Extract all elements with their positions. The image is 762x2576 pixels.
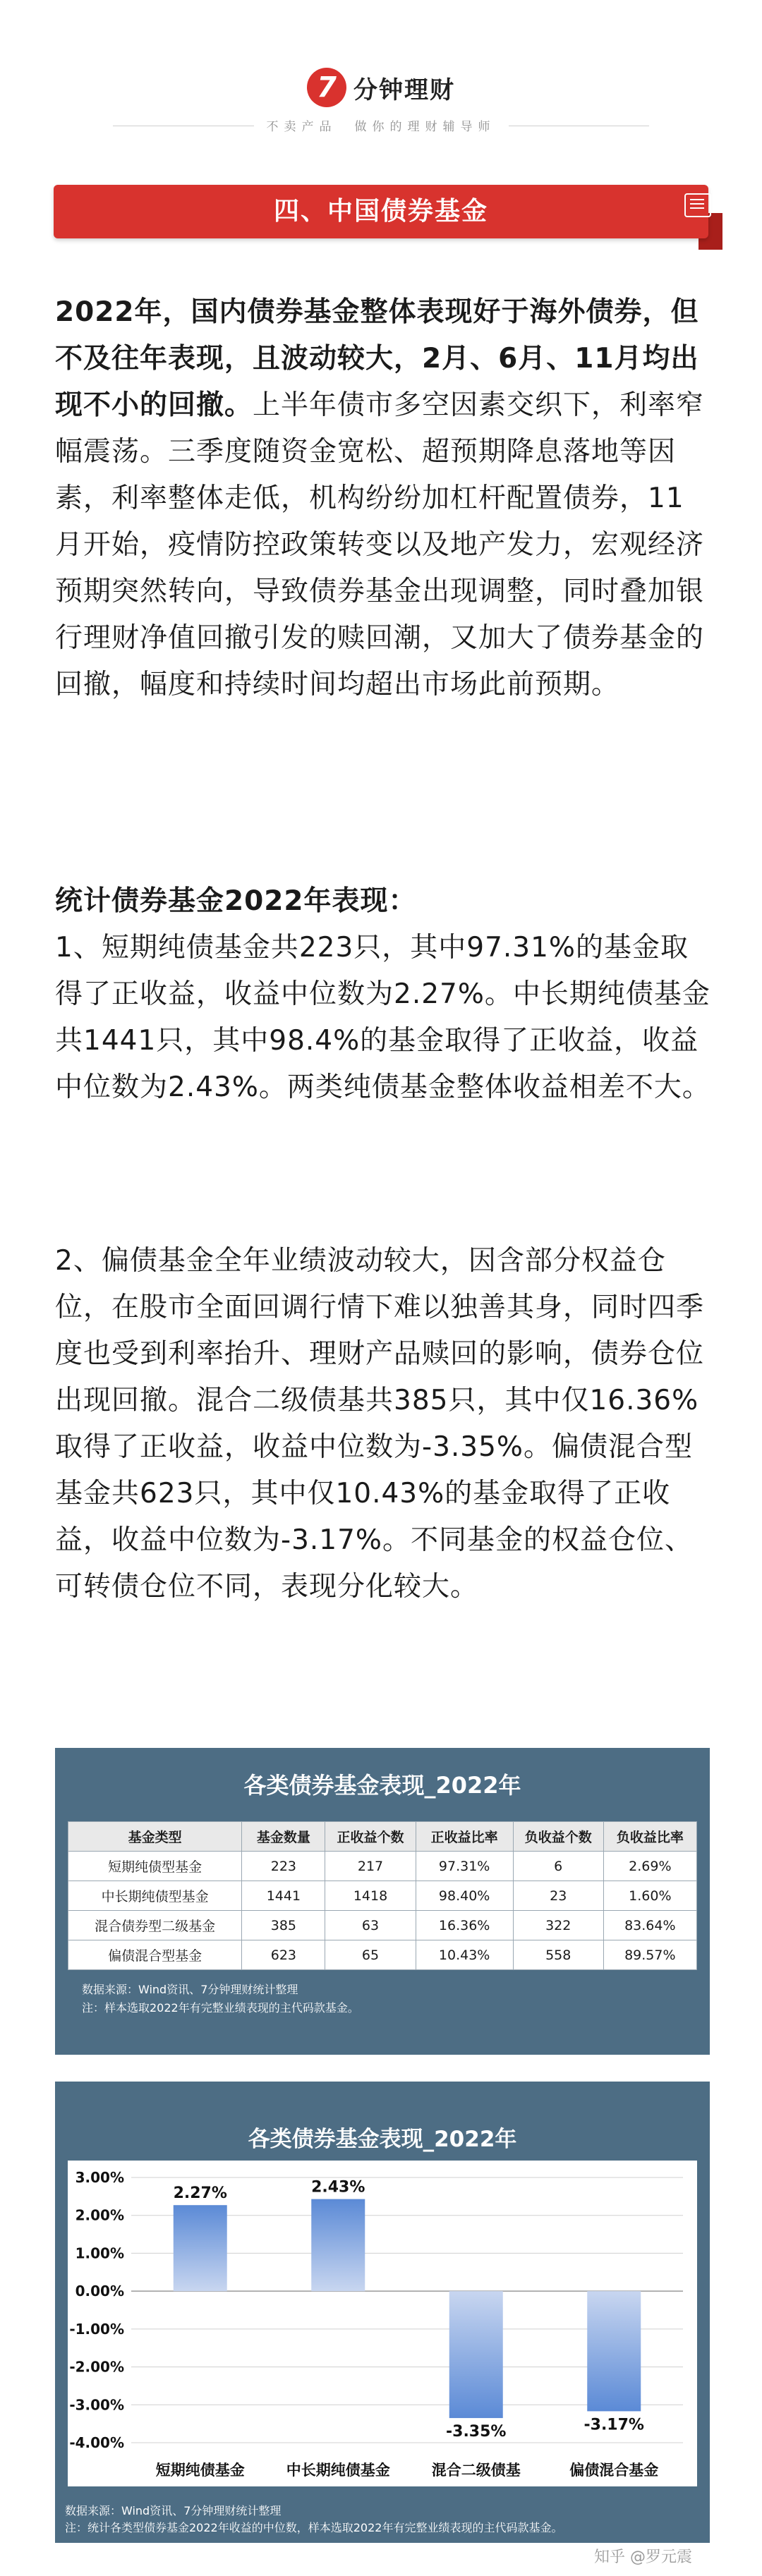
table-cell: 中长期纯债型基金: [68, 1881, 242, 1911]
brand-logo-icon: [307, 68, 346, 107]
bar: [449, 2291, 503, 2418]
table-cell: 1.60%: [603, 1881, 696, 1911]
chart-plot-area: [68, 2161, 697, 2486]
data-label: 2.27%: [173, 2185, 227, 2203]
table-header-row: [68, 1822, 697, 1852]
table-cell: 63: [325, 1911, 416, 1940]
data-label: -3.17%: [583, 2416, 644, 2434]
table-cell: 10.43%: [416, 1940, 513, 1970]
table-cell: 217: [325, 1852, 416, 1881]
table-header: 基金数量: [242, 1822, 325, 1852]
y-tick-label: 2.00%: [75, 2206, 124, 2224]
table-cell: 偏债混合型基金: [68, 1940, 242, 1970]
data-label: 2.43%: [311, 2178, 365, 2197]
y-tick-label: -1.00%: [69, 2320, 124, 2338]
y-tick-label: -2.00%: [69, 2358, 124, 2376]
table-row: [68, 1911, 697, 1940]
category-label: 中长期纯债基金: [286, 2462, 390, 2479]
table-header: 负收益比率: [603, 1822, 696, 1852]
table-cell: 23: [513, 1881, 603, 1911]
table-cell: 1418: [325, 1881, 416, 1911]
y-tick-label: 1.00%: [75, 2244, 124, 2262]
table-cell: 16.36%: [416, 1911, 513, 1940]
y-tick-label: 3.00%: [75, 2169, 124, 2186]
table-sample-note: 注：样本选取2022年有完整业绩表现的主代码款基金。: [82, 2001, 359, 2015]
table-row: [68, 1940, 697, 1970]
table-cell: 2.69%: [603, 1852, 696, 1881]
category-label: 短期纯债基金: [155, 2462, 245, 2479]
table-header: 负收益个数: [513, 1822, 603, 1852]
slogan: [0, 116, 762, 134]
intro-lead: 2022年，国内债券基金整体表现好于海外债券，但不及往年表现，且波动较大，2月、6月、11月均出现不小的回撤。: [55, 296, 699, 421]
y-tick-label: 0.00%: [75, 2283, 124, 2300]
table-cell: 623: [242, 1940, 325, 1970]
table-row: [68, 1852, 697, 1881]
stats-item-hybrid-bond: 2、偏债基金全年业绩波动较大，因含部分权益仓位，在股市全面回调行情下难以独善其身，同时四季度也受到利率抬升、理财产品赎回的影响，债券仓位出现回撤。混合二级债基共385只，其中仅16.36%取得了正收益，收益中位数为-3.35%。偏债混合型基金共623只，其中仅10.43%的基金取得了正收益，收益中位数为-3.17%。不同基金的权益仓位、可转债仓位不同，表现分化较大。: [55, 1245, 705, 1603]
category-label: 偏债混合基金: [569, 2462, 659, 2479]
table-cell: 223: [242, 1852, 325, 1881]
table-header: 基金类型: [68, 1822, 242, 1852]
y-tick-label: -4.00%: [69, 2434, 124, 2451]
bar-chart: [68, 2161, 697, 2486]
fund-table: [68, 1821, 697, 1970]
stats-heading: 统计债券基金2022年表现：: [55, 885, 417, 917]
table-title: 各类债券基金表现_2022年: [243, 1772, 521, 1799]
table-cell: 97.31%: [416, 1852, 513, 1881]
table-cell: 混合债券型二级基金: [68, 1911, 242, 1940]
section-title: 四、中国债券基金: [273, 197, 488, 226]
table-cell: 1441: [242, 1881, 325, 1911]
notes-icon: [684, 193, 711, 217]
y-tick-label: -3.00%: [69, 2396, 124, 2414]
table-header: 正收益个数: [325, 1822, 416, 1852]
brand-name: 分钟理财: [353, 75, 455, 104]
fund-table-card: [55, 1748, 710, 2055]
table-cell: 89.57%: [603, 1940, 696, 1970]
fund-chart-card: [55, 2082, 710, 2543]
brand-logo: [307, 68, 455, 107]
category-label: 混合二级债基: [431, 2462, 521, 2479]
table-cell: 322: [513, 1911, 603, 1940]
chart-source-note: 数据来源：Wind资讯、7分钟理财统计整理: [65, 2504, 282, 2517]
stats-item-pure-bond: 1、短期纯债基金共223只，其中97.31%的基金取得了正收益，收益中位数为2.27%。中长期纯债基金共1441只，其中98.4%的基金取得了正收益，收益中位数为2.43%。两类纯债基金整体收益相差不大。: [55, 932, 710, 1103]
intro-paragraph: [55, 289, 711, 708]
table-source-note: 数据来源：Wind资讯、7分钟理财统计整理: [82, 1983, 298, 1996]
bar: [311, 2199, 365, 2292]
intro-body: 上半年债市多空因素交织下，利率窄幅震荡。三季度随资金宽松、超预期降息落地等因素，利率整体走低，机构纷纷加杠杆配置债券，11月开始，疫情防控政策转变以及地产发力，宏观经济预期突然转向，导致债券基金出现调整，同时叠加银行理财净值回撤引发的赎回潮，又加大了债券基金的回撤，幅度和持续时间均超出市场此前预期。: [55, 389, 705, 700]
section-banner: [54, 185, 701, 254]
bar: [174, 2205, 227, 2291]
table-cell: 短期纯债型基金: [68, 1852, 242, 1881]
logo-row: [0, 68, 762, 110]
table-cell: 65: [325, 1940, 416, 1970]
table-row: [68, 1881, 697, 1911]
watermark: 知乎 @罗元震: [594, 2548, 692, 2566]
data-label: -3.35%: [446, 2423, 507, 2441]
header: [0, 0, 762, 162]
table-header: 正收益比率: [416, 1822, 513, 1852]
table-cell: 558: [513, 1940, 603, 1970]
chart-title: 各类债券基金表现_2022年: [248, 2127, 517, 2152]
table-cell: 98.40%: [416, 1881, 513, 1911]
table-cell: 83.64%: [603, 1911, 696, 1940]
table-cell: 385: [242, 1911, 325, 1940]
chart-sample-note: 注：统计各类型债券基金2022年收益的中位数，样本选取2022年有完整业绩表现的主代码款基金。: [65, 2521, 563, 2534]
bar: [587, 2291, 641, 2411]
slogan-text: 不卖产品 做你的理财辅导师: [254, 120, 509, 134]
table-cell: 6: [513, 1852, 603, 1881]
